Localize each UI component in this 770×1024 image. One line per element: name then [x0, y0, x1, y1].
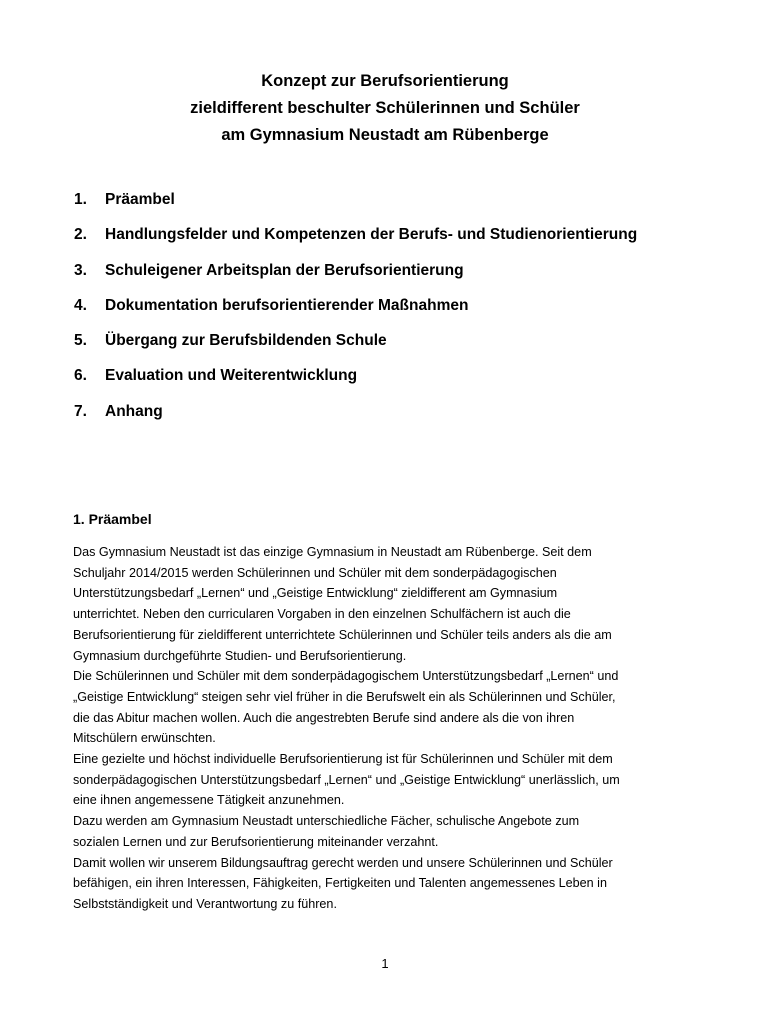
body-line: sonderpädagogischen Unterstützungsbedarf „Lernen“ und „Geistige Entwicklung“ unerlässlich, um	[73, 772, 620, 787]
page-number: 1	[381, 956, 389, 971]
body-line: eine ihnen angemessene Tätigkeit anzunehmen.	[73, 793, 345, 808]
body-line: Unterstützungsbedarf „Lernen“ und „Geistige Entwicklung“ zieldifferent am Gymnasium	[73, 586, 558, 601]
body-line: Mitschülern erwünschten.	[73, 731, 216, 746]
body-line: die das Abitur machen wollen. Auch die angestrebten Berufe sind andere als die von ihren	[73, 710, 575, 725]
toc-label: Schuleigener Arbeitsplan der Berufsorientierung	[105, 261, 464, 279]
document-title	[0, 68, 770, 149]
body-line: befähigen, ein ihren Interessen, Fähigkeiten, Fertigkeiten und Talenten angemessenes Leben in	[73, 876, 607, 891]
body-line: sozialen Lernen und zur Berufsorientierung miteinander verzahnt.	[73, 834, 439, 849]
toc-item	[74, 225, 714, 260]
body-line: Damit wollen wir unserem Bildungsauftrag gerecht werden und unsere Schülerinnen und Schüler	[73, 855, 613, 870]
toc-number: 2.	[74, 226, 87, 244]
toc-number: 3.	[74, 261, 87, 279]
toc-item	[74, 296, 714, 331]
toc-label: Präambel	[105, 191, 175, 208]
toc-label: Evaluation und Weiterentwicklung	[105, 367, 358, 385]
title-line-2: zieldifferent beschulter Schülerinnen und Schüler	[190, 99, 580, 117]
body-line: Schuljahr 2014/2015 werden Schülerinnen und Schüler mit dem sonderpädagogischen	[73, 565, 557, 580]
body-line: Das Gymnasium Neustadt ist das einzige Gymnasium in Neustadt am Rübenberge. Seit dem	[73, 545, 592, 559]
body-line: Gymnasium durchgeführte Studien- und Berufsorientierung.	[73, 648, 407, 663]
body-line: Eine gezielte und höchst individuelle Berufsorientierung ist für Schülerinnen und Schüler mit dem	[73, 752, 613, 767]
body-line: unterrichtet. Neben den curricularen Vorgaben in den einzelnen Schulfächern ist auch die	[73, 607, 571, 622]
body-line: Selbstständigkeit und Verantwortung zu führen.	[73, 896, 337, 911]
toc-label: Dokumentation berufsorientierender Maßnahmen	[105, 296, 469, 314]
body-line: Die Schülerinnen und Schüler mit dem sonderpädagogischem Unterstützungsbedarf „Lernen“ und	[73, 669, 619, 684]
toc-item	[74, 402, 714, 437]
toc-item	[74, 331, 714, 366]
toc-number: 1.	[74, 191, 87, 208]
body-line: „Geistige Entwicklung“ steigen sehr viel früher in die Berufswelt ein als Schülerinnen und Schüler,	[73, 689, 616, 704]
toc-number: 5.	[74, 332, 87, 350]
toc-number: 7.	[74, 402, 87, 420]
toc-item	[74, 261, 714, 296]
section-body	[73, 542, 703, 915]
toc-item	[74, 190, 714, 225]
toc-label: Handlungsfelder und Kompetenzen der Berufs- und Studienorientierung	[105, 226, 638, 244]
toc-item	[74, 366, 714, 401]
toc-label: Übergang zur Berufsbildenden Schule	[105, 332, 387, 350]
toc-label: Anhang	[105, 402, 163, 420]
title-line-3: am Gymnasium Neustadt am Rübenberge	[221, 126, 549, 144]
table-of-contents	[74, 190, 714, 437]
body-line: Dazu werden am Gymnasium Neustadt unterschiedliche Fächer, schulische Angebote zum	[73, 814, 580, 829]
toc-number: 4.	[74, 296, 87, 314]
section-heading: 1. Präambel	[73, 511, 152, 527]
body-line: Berufsorientierung für zieldifferent unterrichtete Schülerinnen und Schüler teils anders als die am	[73, 627, 612, 642]
toc-number: 6.	[74, 367, 87, 385]
title-line-1: Konzept zur Berufsorientierung	[261, 72, 509, 90]
